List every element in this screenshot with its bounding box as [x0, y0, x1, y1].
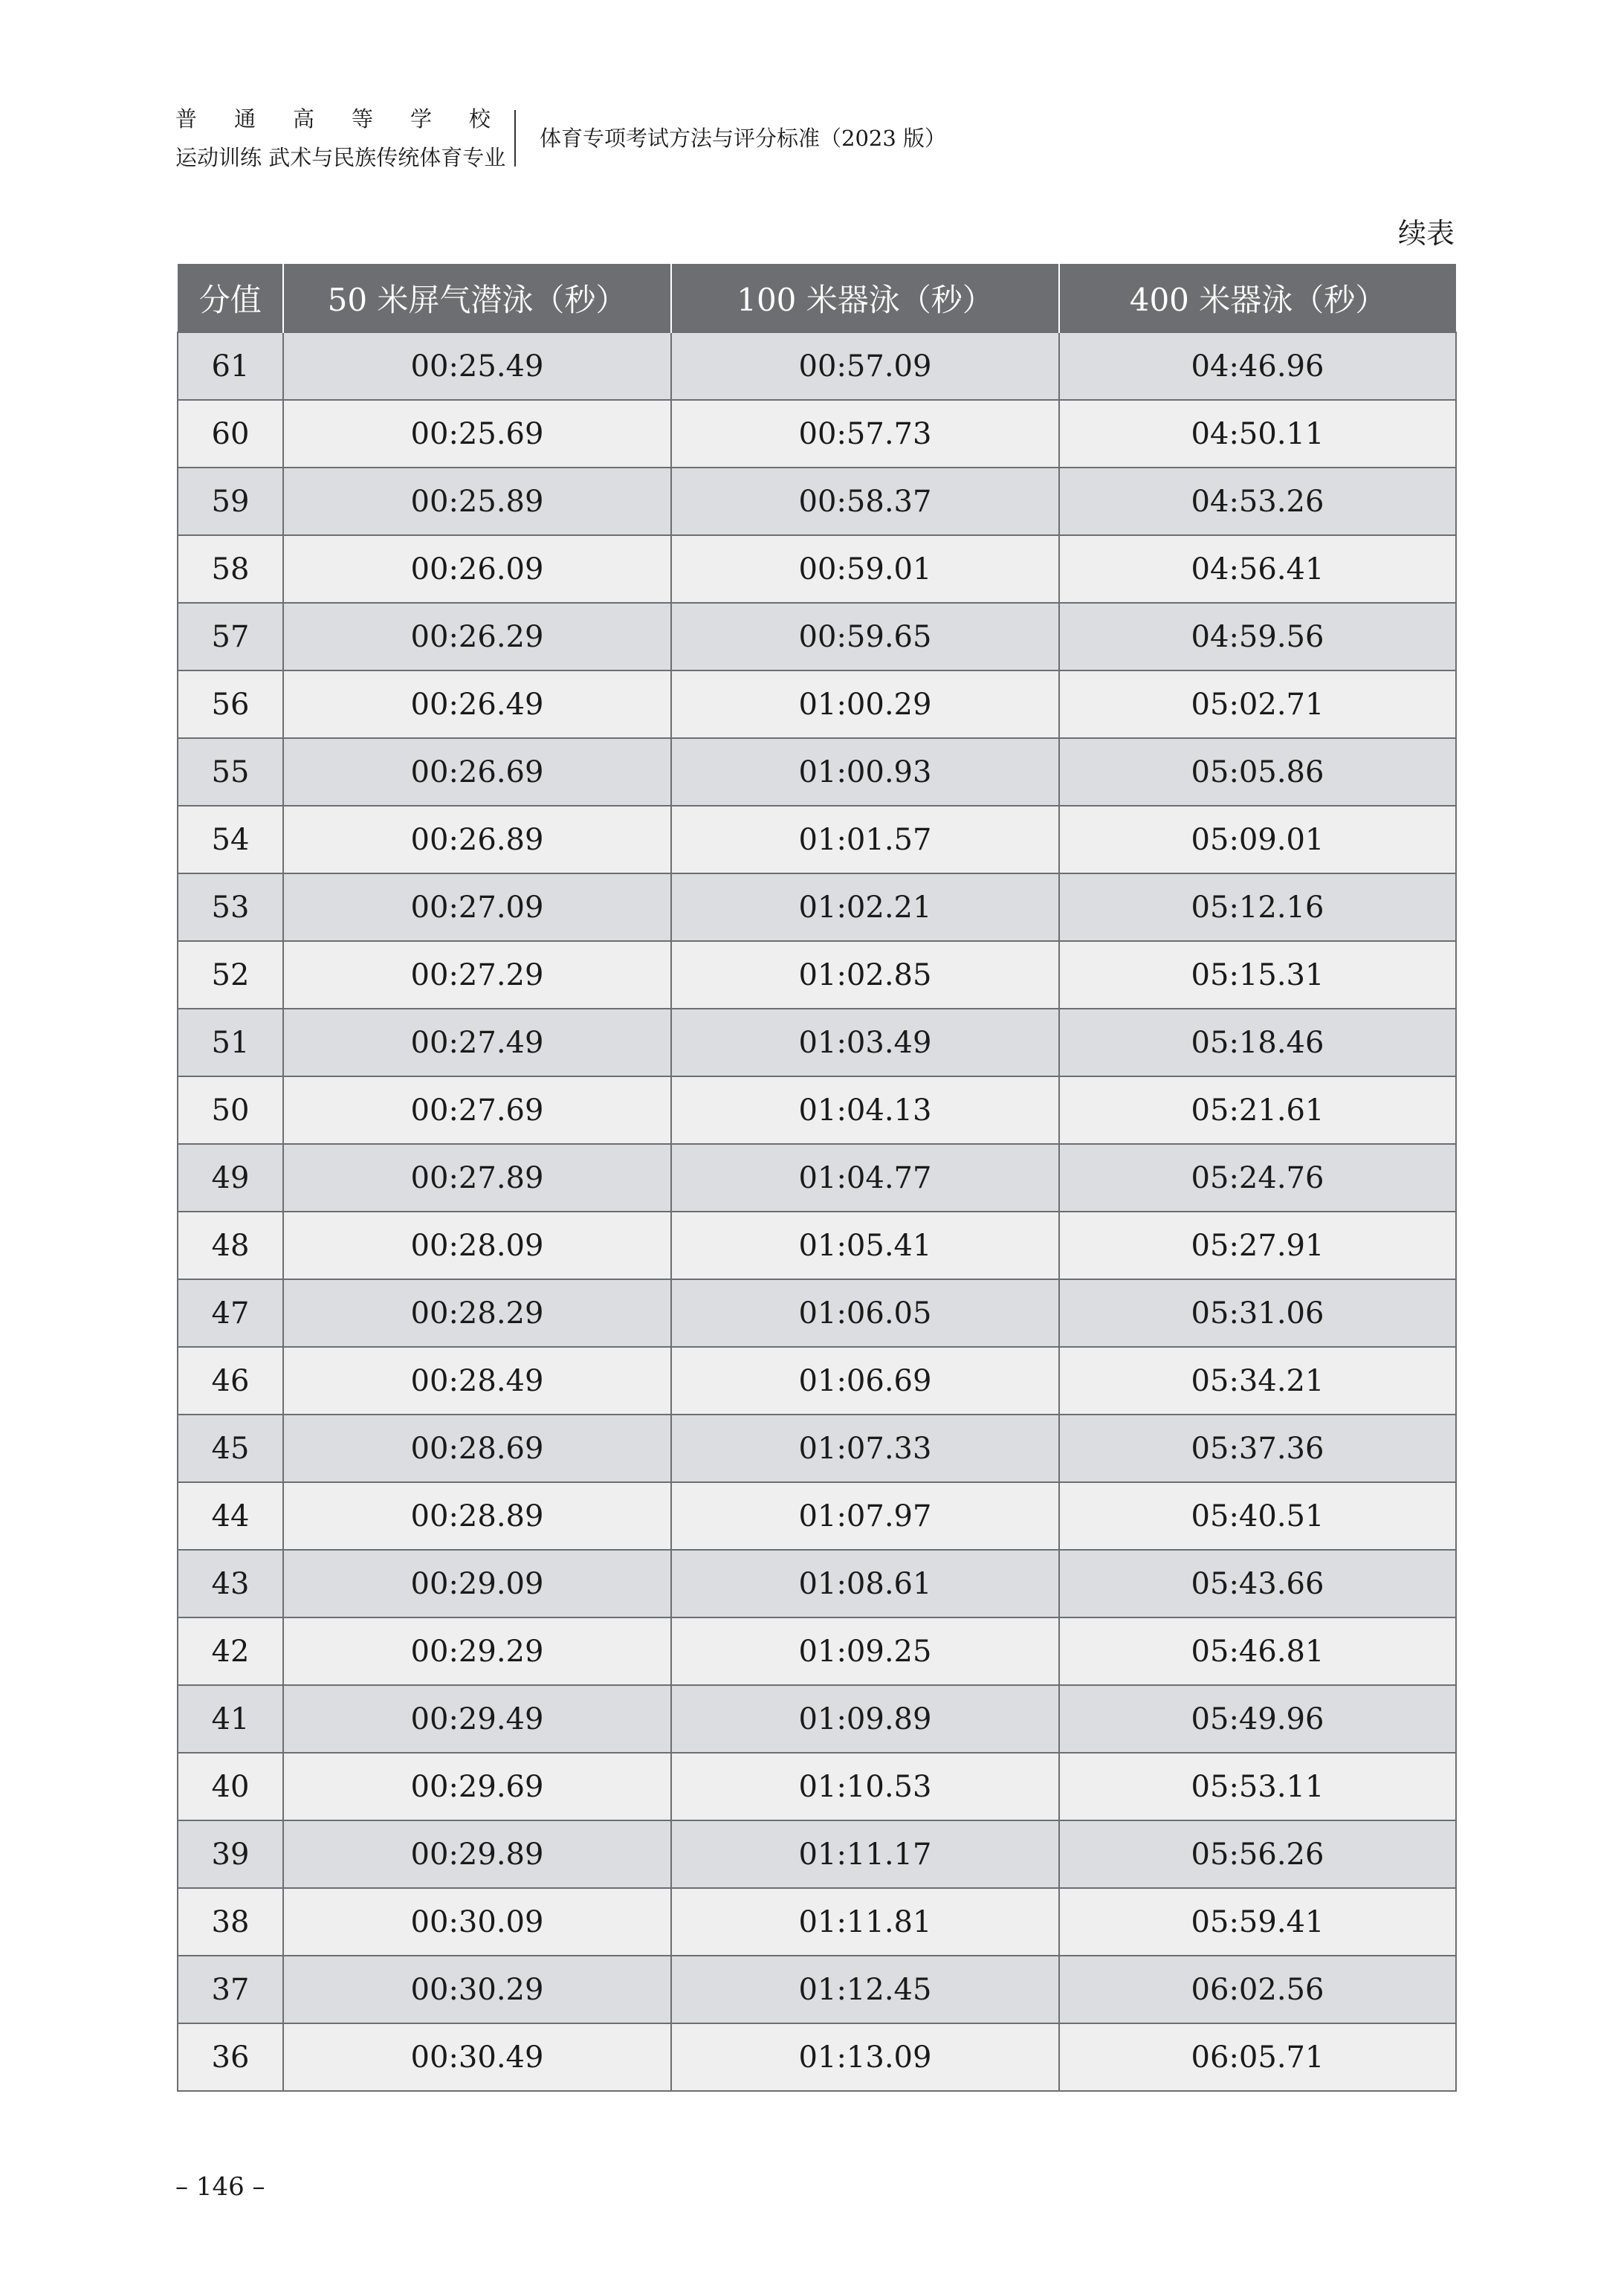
- majors-line: 运动训练 武术与民族传统体育专业: [175, 145, 506, 170]
- swim-400m-time-cell: 05:43.66: [1059, 1550, 1456, 1617]
- header-char: 高: [292, 106, 314, 132]
- dive-50m-time-cell: 00:26.29: [283, 603, 671, 670]
- score-cell: 56: [178, 670, 283, 738]
- score-cell: 44: [178, 1482, 283, 1550]
- table-row: [178, 1279, 1456, 1347]
- swim-400m-time-cell: 05:46.81: [1059, 1617, 1456, 1685]
- table-row: [178, 1820, 1456, 1888]
- table-row: [178, 738, 1456, 806]
- swim-100m-time-cell: 00:57.09: [671, 332, 1059, 400]
- score-cell: 50: [178, 1076, 283, 1144]
- dive-50m-time-cell: 00:28.49: [283, 1347, 671, 1415]
- score-cell: 38: [178, 1888, 283, 1956]
- header-char: 校: [468, 106, 491, 132]
- dive-50m-time-cell: 00:25.49: [283, 332, 671, 400]
- score-cell: 58: [178, 535, 283, 603]
- continued-table-label: 续表: [1397, 217, 1455, 250]
- swim-400m-time-cell: 05:40.51: [1059, 1482, 1456, 1550]
- score-cell: 52: [178, 941, 283, 1009]
- column-header-50m-breath-hold-dive: 50 米屏气潜泳（秒）: [283, 264, 671, 332]
- dive-50m-time-cell: 00:29.49: [283, 1685, 671, 1753]
- table-row: [178, 670, 1456, 738]
- table-body: [178, 332, 1456, 2091]
- swim-100m-time-cell: 01:04.77: [671, 1144, 1059, 1212]
- dive-50m-time-cell: 00:29.29: [283, 1617, 671, 1685]
- score-cell: 40: [178, 1753, 283, 1820]
- dive-50m-time-cell: 00:25.69: [283, 400, 671, 468]
- score-cell: 47: [178, 1279, 283, 1347]
- score-cell: 54: [178, 806, 283, 873]
- table-row: [178, 1212, 1456, 1279]
- swim-100m-time-cell: 01:07.97: [671, 1482, 1059, 1550]
- scoring-table: [177, 264, 1457, 2092]
- page-number: – 146 –: [175, 2172, 265, 2202]
- dive-50m-time-cell: 00:28.69: [283, 1415, 671, 1482]
- running-header-left: [175, 104, 506, 172]
- swim-400m-time-cell: 05:53.11: [1059, 1753, 1456, 1820]
- table-header-row: [178, 264, 1456, 332]
- swim-100m-time-cell: 01:12.45: [671, 1956, 1059, 2023]
- header-char: 等: [351, 106, 373, 132]
- table-row: [178, 1956, 1456, 2023]
- dive-50m-time-cell: 00:28.89: [283, 1482, 671, 1550]
- swim-400m-time-cell: 05:18.46: [1059, 1009, 1456, 1076]
- score-cell: 43: [178, 1550, 283, 1617]
- swim-100m-time-cell: 01:11.17: [671, 1820, 1059, 1888]
- swim-400m-time-cell: 04:56.41: [1059, 535, 1456, 603]
- swim-400m-time-cell: 05:49.96: [1059, 1685, 1456, 1753]
- swim-100m-time-cell: 01:02.85: [671, 941, 1059, 1009]
- swim-100m-time-cell: 01:02.21: [671, 873, 1059, 941]
- book-title: 体育专项考试方法与评分标准（2023 版）: [540, 126, 947, 151]
- dive-50m-time-cell: 00:30.49: [283, 2023, 671, 2091]
- dive-50m-time-cell: 00:29.09: [283, 1550, 671, 1617]
- table-row: [178, 1482, 1456, 1550]
- swim-100m-time-cell: 01:09.25: [671, 1617, 1059, 1685]
- score-cell: 49: [178, 1144, 283, 1212]
- swim-100m-time-cell: 01:00.93: [671, 738, 1059, 806]
- score-cell: 53: [178, 873, 283, 941]
- school-type-line: [175, 104, 491, 134]
- swim-400m-time-cell: 04:50.11: [1059, 400, 1456, 468]
- header-char: 普: [175, 106, 198, 132]
- swim-100m-time-cell: 00:59.01: [671, 535, 1059, 603]
- score-cell: 55: [178, 738, 283, 806]
- swim-100m-time-cell: 00:57.73: [671, 400, 1059, 468]
- dive-50m-time-cell: 00:28.09: [283, 1212, 671, 1279]
- swim-400m-time-cell: 04:46.96: [1059, 332, 1456, 400]
- swim-100m-time-cell: 01:13.09: [671, 2023, 1059, 2091]
- swim-100m-time-cell: 01:05.41: [671, 1212, 1059, 1279]
- score-cell: 46: [178, 1347, 283, 1415]
- swim-400m-time-cell: 04:59.56: [1059, 603, 1456, 670]
- swim-400m-time-cell: 04:53.26: [1059, 468, 1456, 535]
- header-char: 学: [410, 106, 432, 132]
- dive-50m-time-cell: 00:28.29: [283, 1279, 671, 1347]
- score-cell: 42: [178, 1617, 283, 1685]
- dive-50m-time-cell: 00:27.49: [283, 1009, 671, 1076]
- swim-100m-time-cell: 00:59.65: [671, 603, 1059, 670]
- dive-50m-time-cell: 00:25.89: [283, 468, 671, 535]
- swim-400m-time-cell: 06:05.71: [1059, 2023, 1456, 2091]
- score-cell: 59: [178, 468, 283, 535]
- swim-100m-time-cell: 01:11.81: [671, 1888, 1059, 1956]
- dive-50m-time-cell: 00:27.29: [283, 941, 671, 1009]
- score-cell: 37: [178, 1956, 283, 2023]
- table-row: [178, 400, 1456, 468]
- swim-400m-time-cell: 05:59.41: [1059, 1888, 1456, 1956]
- dive-50m-time-cell: 00:27.69: [283, 1076, 671, 1144]
- dive-50m-time-cell: 00:26.89: [283, 806, 671, 873]
- swim-100m-time-cell: 01:06.69: [671, 1347, 1059, 1415]
- swim-400m-time-cell: 05:31.06: [1059, 1279, 1456, 1347]
- table-row: [178, 941, 1456, 1009]
- table-row: [178, 2023, 1456, 2091]
- swim-400m-time-cell: 05:27.91: [1059, 1212, 1456, 1279]
- swim-100m-time-cell: 01:04.13: [671, 1076, 1059, 1144]
- swim-100m-time-cell: 01:08.61: [671, 1550, 1059, 1617]
- swim-100m-time-cell: 01:06.05: [671, 1279, 1059, 1347]
- swim-400m-time-cell: 06:02.56: [1059, 1956, 1456, 2023]
- dive-50m-time-cell: 00:26.69: [283, 738, 671, 806]
- table-row: [178, 1685, 1456, 1753]
- table-row: [178, 332, 1456, 400]
- swim-100m-time-cell: 01:01.57: [671, 806, 1059, 873]
- table-row: [178, 1550, 1456, 1617]
- dive-50m-time-cell: 00:29.69: [283, 1753, 671, 1820]
- table-row: [178, 873, 1456, 941]
- dive-50m-time-cell: 00:27.89: [283, 1144, 671, 1212]
- score-cell: 57: [178, 603, 283, 670]
- dive-50m-time-cell: 00:30.29: [283, 1956, 671, 2023]
- column-header-score: 分值: [178, 264, 283, 332]
- column-header-100m-equipment-swim: 100 米器泳（秒）: [671, 264, 1059, 332]
- swim-400m-time-cell: 05:34.21: [1059, 1347, 1456, 1415]
- table-row: [178, 468, 1456, 535]
- swim-100m-time-cell: 01:10.53: [671, 1753, 1059, 1820]
- score-cell: 36: [178, 2023, 283, 2091]
- score-cell: 61: [178, 332, 283, 400]
- score-cell: 48: [178, 1212, 283, 1279]
- table-row: [178, 1347, 1456, 1415]
- swim-400m-time-cell: 05:15.31: [1059, 941, 1456, 1009]
- swim-100m-time-cell: 01:07.33: [671, 1415, 1059, 1482]
- table-row: [178, 535, 1456, 603]
- dive-50m-time-cell: 00:27.09: [283, 873, 671, 941]
- table-row: [178, 1009, 1456, 1076]
- swim-400m-time-cell: 05:56.26: [1059, 1820, 1456, 1888]
- swim-400m-time-cell: 05:05.86: [1059, 738, 1456, 806]
- score-cell: 39: [178, 1820, 283, 1888]
- swim-100m-time-cell: 01:03.49: [671, 1009, 1059, 1076]
- swim-400m-time-cell: 05:24.76: [1059, 1144, 1456, 1212]
- table-row: [178, 806, 1456, 873]
- table-row: [178, 1076, 1456, 1144]
- swim-400m-time-cell: 05:12.16: [1059, 873, 1456, 941]
- score-cell: 45: [178, 1415, 283, 1482]
- score-cell: 51: [178, 1009, 283, 1076]
- swim-400m-time-cell: 05:37.36: [1059, 1415, 1456, 1482]
- swim-400m-time-cell: 05:02.71: [1059, 670, 1456, 738]
- swim-400m-time-cell: 05:09.01: [1059, 806, 1456, 873]
- dive-50m-time-cell: 00:26.09: [283, 535, 671, 603]
- swim-400m-time-cell: 05:21.61: [1059, 1076, 1456, 1144]
- swim-100m-time-cell: 01:09.89: [671, 1685, 1059, 1753]
- score-cell: 41: [178, 1685, 283, 1753]
- dive-50m-time-cell: 00:29.89: [283, 1820, 671, 1888]
- column-header-400m-equipment-swim: 400 米器泳（秒）: [1059, 264, 1456, 332]
- score-cell: 60: [178, 400, 283, 468]
- table-row: [178, 1415, 1456, 1482]
- table-row: [178, 1617, 1456, 1685]
- swim-100m-time-cell: 00:58.37: [671, 468, 1059, 535]
- dive-50m-time-cell: 00:30.09: [283, 1888, 671, 1956]
- table-row: [178, 1144, 1456, 1212]
- dive-50m-time-cell: 00:26.49: [283, 670, 671, 738]
- table-row: [178, 1888, 1456, 1956]
- table-row: [178, 603, 1456, 670]
- swim-100m-time-cell: 01:00.29: [671, 670, 1059, 738]
- header-divider: [514, 110, 516, 167]
- table-row: [178, 1753, 1456, 1820]
- header-char: 通: [233, 106, 256, 132]
